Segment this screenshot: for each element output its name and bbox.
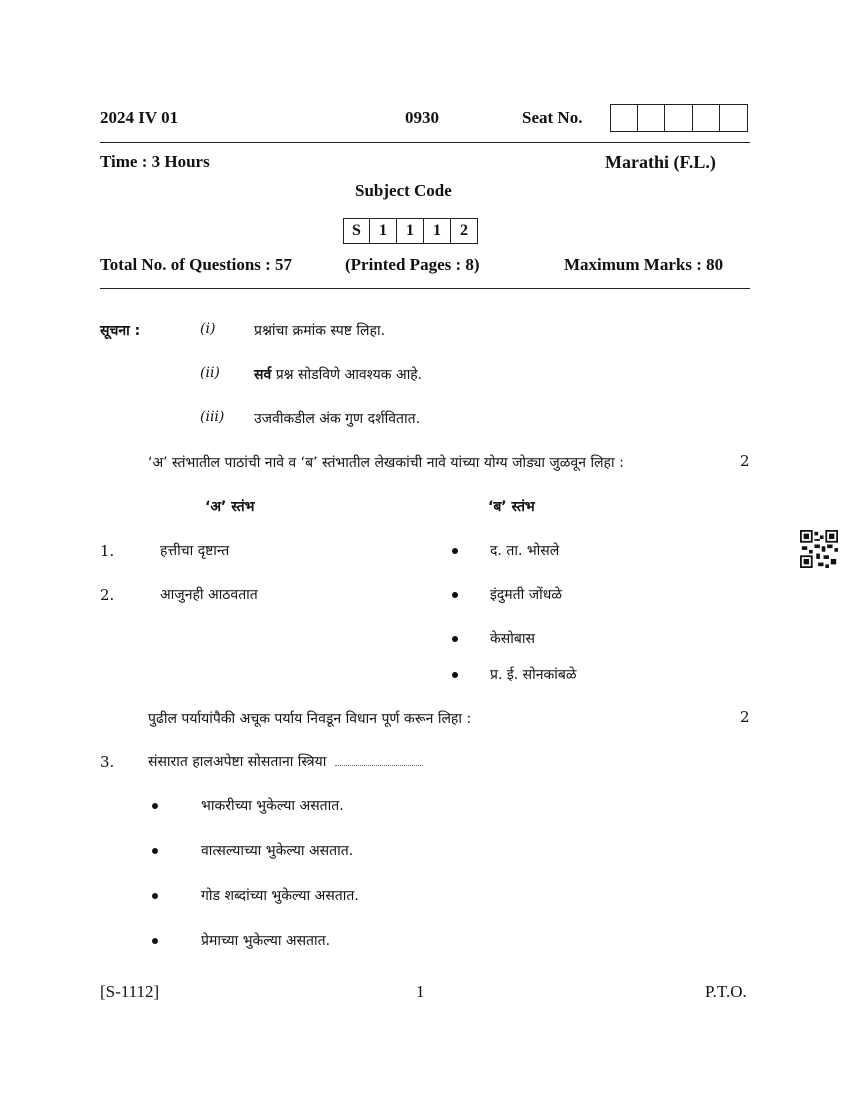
subject-code-char: 1 xyxy=(424,218,451,244)
question-text xyxy=(148,752,423,771)
column-a-num: 1. xyxy=(100,542,115,560)
option-item: प्रेमाच्या भुकेल्या असतात. xyxy=(201,933,331,949)
section2-marks: 2 xyxy=(740,708,750,726)
column-b-item: इंदुमती जोंधळे xyxy=(490,587,562,603)
column-a-item: आजुनही आठवतात xyxy=(160,587,258,603)
section1-marks: 2 xyxy=(740,452,750,470)
question-number: 3. xyxy=(100,753,115,771)
option-item: भाकरीच्या भुकेल्या असतात. xyxy=(201,798,344,814)
column-a-item: हत्तीचा दृष्टान्त xyxy=(160,543,230,559)
subject-code-char: 1 xyxy=(370,218,397,244)
seat-number-boxes[interactable] xyxy=(610,104,748,132)
option-item: वात्सल्याच्या भुकेल्या असतात. xyxy=(201,843,354,859)
header-rule-top xyxy=(100,142,750,143)
instruction-emphasis: सर्व xyxy=(254,367,272,383)
instruction-num: (i) xyxy=(200,321,216,337)
section1-prompt: ‘अ’ स्तंभातील पाठांची नावे व ‘ब’ स्तंभातील लेखकांची नावे यांच्या योग्य जोड्या जुळवून लिहा : xyxy=(148,455,624,471)
bullet-icon xyxy=(152,893,158,899)
instruction-num: (iii) xyxy=(200,409,225,425)
seat-box[interactable] xyxy=(720,104,748,132)
total-questions: Total No. of Questions : 57 xyxy=(100,255,293,274)
bullet-icon xyxy=(452,636,458,642)
max-marks: Maximum Marks : 80 xyxy=(564,255,724,274)
instruction-text: उजवीकडील अंक गुण दर्शवितात. xyxy=(254,411,421,427)
time-code: 0930 xyxy=(405,108,439,127)
instruction-num: (ii) xyxy=(200,365,220,381)
printed-pages: (Printed Pages : 8) xyxy=(345,255,480,274)
bullet-icon xyxy=(452,672,458,678)
bullet-icon xyxy=(452,592,458,598)
subject-code-char: 1 xyxy=(397,218,424,244)
section2-prompt: पुढील पर्यायांपैकी अचूक पर्याय निवडून विधान पूर्ण करून लिहा : xyxy=(148,711,472,727)
column-b-item: केसोबास xyxy=(490,631,535,647)
header-rule-bottom xyxy=(100,288,750,289)
seat-box[interactable] xyxy=(665,104,693,132)
subject-code-char: S xyxy=(343,218,370,244)
subject-code-boxes xyxy=(343,218,478,244)
bullet-icon xyxy=(152,848,158,854)
column-b-item: द. ता. भोसले xyxy=(490,543,560,559)
page-number: 1 xyxy=(416,982,425,1001)
bullet-icon xyxy=(152,938,158,944)
answer-blank xyxy=(335,755,423,766)
subject-name: Marathi (F.L.) xyxy=(605,152,716,172)
subject-code-label: Subject Code xyxy=(355,181,452,200)
footer-code: [S-1112] xyxy=(100,982,160,1001)
instruction-text xyxy=(254,365,422,384)
instruction-text-rest: प्रश्न सोडविणे आवश्यक आहे. xyxy=(275,367,423,383)
bullet-icon xyxy=(452,548,458,554)
seat-box[interactable] xyxy=(693,104,721,132)
column-b-heading: ‘ब’ स्तंभ xyxy=(488,499,535,515)
exam-time: Time : 3 Hours xyxy=(100,152,210,171)
bullet-icon xyxy=(152,803,158,809)
column-b-item: प्र. ई. सोनकांबळे xyxy=(490,667,577,683)
option-item: गोड शब्दांच्या भुकेल्या असतात. xyxy=(201,888,359,904)
seat-label: Seat No. xyxy=(522,108,583,127)
subject-code-char: 2 xyxy=(451,218,478,244)
column-a-heading: ‘अ’ स्तंभ xyxy=(205,499,255,515)
column-a-num: 2. xyxy=(100,586,115,604)
qr-code-icon xyxy=(800,530,838,568)
paper-code: 2024 IV 01 xyxy=(100,108,179,127)
question-stem: संसारात हालअपेष्टा सोसताना स्त्रिया xyxy=(148,754,327,770)
seat-box[interactable] xyxy=(610,104,638,132)
instructions-label: सूचना : xyxy=(100,323,141,339)
pto-label: P.T.O. xyxy=(705,982,747,1001)
seat-box[interactable] xyxy=(638,104,666,132)
instruction-text: प्रश्नांचा क्रमांक स्पष्ट लिहा. xyxy=(254,323,386,339)
